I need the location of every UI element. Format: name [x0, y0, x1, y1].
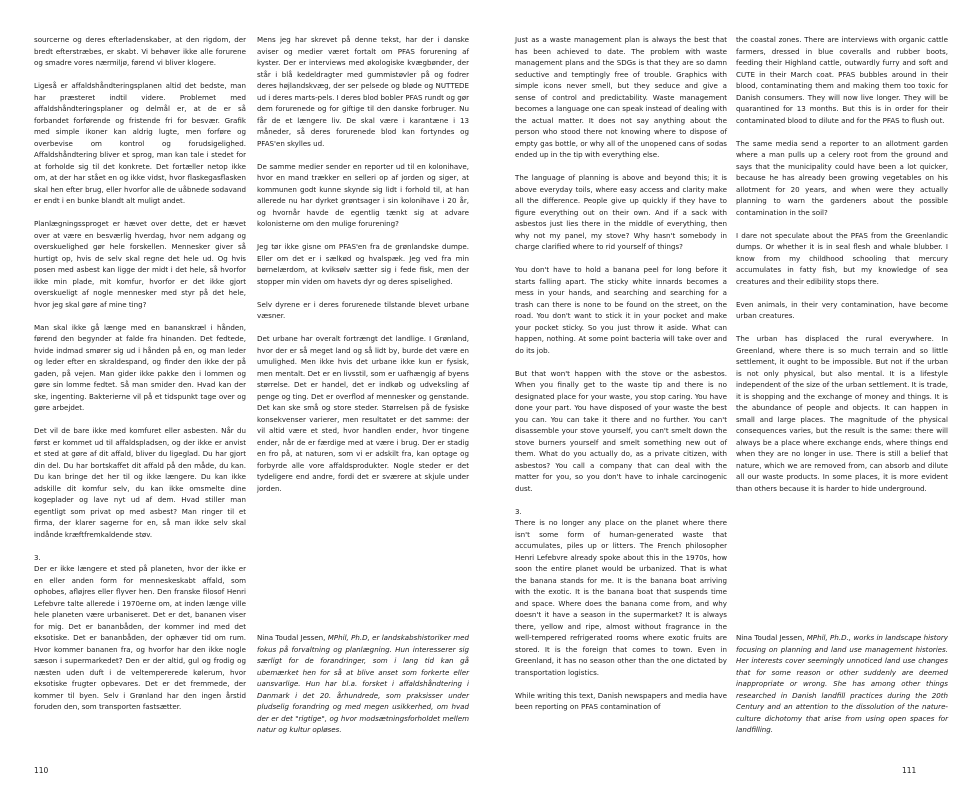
left-page-column-2 — [257, 34, 469, 506]
paragraph: Planlægningssproget er hævet over dette, det er hævet over at være en besværlig hverdag, hvor nem adgang og overskuelighed gør hele forskellen. Mennesker giver så hurtigt op, hvis de selv skal regne det hele ud. Og hvis posen med asbest kan ligge der midt i det hele, så hvorfor ikke min plade, mit komfur, hvorfor er det ikke gjort overskueligt af nogle mennesker med styr på det hele, hvor jeg skal gøre af mine ting? — [34, 219, 246, 309]
paragraph: sourcerne og deres efterladenskaber, at den rigdom, der bredt efterstræbes, er skabt. Vi behøver ikke alle forurene og smadre vores nærmiljø, førend vi bliver klogere. — [34, 35, 246, 67]
left-page-column-1 — [34, 34, 246, 724]
paragraph: Just as a waste management plan is always the best that has been achieved to date. The problem with waste management plans and the SDGs is that they are so damn seductive and temptingly free of trouble. Graphics with simple icons never smell, but they seduce and give a sense of control and predictability. Waste management becomes a language one can speak instead of dealing with the actual matter. It does not say anything about the person who stood there not knowing where to dispose of empty gas bottle, or why all of the unopened cans of sodas ended up in the tip with everything else. — [515, 35, 727, 159]
section-number: 3. — [515, 506, 522, 516]
author-bio — [257, 632, 469, 736]
paragraph: The language of planning is above and beyond this; it is above everyday toils, where easy access and clarity make all the difference. People give up quickly if they have to figure everything out on their own. And if a sack with asbestos just lies there in the middle of everything, then why not my panel, my stove? Why hasn't somebody in charge clarified where to rid yourself of things? — [515, 173, 727, 251]
paragraph: Man skal ikke gå længe med en bananskræl i hånden, førend den begynder at falde fra hinanden. Det fedtede, hvide indmad smører sig ud i hånden på en, og man leder og leder efter en skraldespand, og finder den ikke der på gaden, på vejen. Man gider ikke pakke den i lommen og gøre sin lomme fedtet. Så man smider den. Hvad kan der ske, ingenting. Bakterierne vil på et tidspunkt tage over og gøre arbejdet. — [34, 322, 246, 412]
paragraph: Selv dyrene er i deres forurenede tilstande blevet urbane væsner. — [257, 299, 469, 320]
paragraph: Det vil de bare ikke med komfuret eller asbesten. Når du først er kommet ud til affaldspladsen, og der ikke er anvist et sted at gøre af dit affald, bliver du ligeglad. Du har gjort din del. Du har bortskaffet dit affald på den måde, du kan. Du kan bringe det her til og ikke længere. Du kan ikke adskille dit komfur selv, du kan ikke omsmelte dine kogeplader og lave nyt ud af dem. Hvad stiller man egentligt som privat op med asbest? Man ringer til et firma, der klarer sagerne for en, så man ikke selv skal indånde kræftfremkaldende støv. — [34, 426, 246, 539]
author-name: Nina Toudal Jessen, — [257, 633, 326, 642]
paragraph: Der er ikke længere et sted på planeten, hvor der ikke er en eller anden form for menneskeskabt affald, som ophobes, afløjres eller flyver hen. Den franske filosof Henri Lefebvre talte allerede i 1970erne om, at inden længe ville hele planeten være urbaniseret. Det er det, bananen viser for mig. Det er bananbåden, der kommer ind med det eksotiske. Det er bananbåden, der ophæver tid om rum. Hvor kommer bananen fra, og hvorfor har den ikke nogle sæson i supermarkedet? Den er der altid, gul og frodig og næsten uden duft i de veltempererede kølerum, hvor eksotiske frugter opbevares. Det er det fremmede, der kommer til byen. Selv i Grønland har den ingen årstid foruden den, som transporten fastsætter. — [34, 564, 246, 711]
page-number-left: 110 — [34, 766, 49, 775]
paragraph: I dare not speculate about the PFAS from the Greenlandic dumps. Or whether it is in seal flesh and whale blubber. I know from my childhood schooling that mercury accumulates in fatty fish, but my knowledge of sea creatures and their edibility stops there. — [736, 230, 948, 286]
right-author-bio — [736, 632, 948, 747]
paragraph: You don't have to hold a banana peel for long before it starts falling apart. The sticky white innards becomes a mess in your hands, and searching and searching for a trash can there is none to be found on the street, on the road. You don't want to stick it in your pocket and make your pocket sticky. So you just throw it aside. What can happen, nothing. At some point bacteria will take over and do its job. — [515, 265, 727, 355]
paragraph: the coastal zones. There are interviews with organic cattle farmers, dressed in blue coveralls and rubber boots, feeding their Highland cattle, outwardly furry and soft and CUTE in their March coat. PFAS bubbles around in their blood, contaminating them and making them too toxic for Danish consumers. They will now live longer. They will be quarantined for 13 months. But this is in order for their contaminated blood to dilute and for the PFAS to flush out. — [736, 35, 948, 125]
right-page-column-1 — [515, 34, 727, 724]
paragraph: The same media send a reporter to an allotment garden where a man pulls up a celery root from the ground and says that the municipality could have been a lot quicker, because he has already been growing vegetables on his allotment for 20 years, and when were they actually planning to warn the gardeners about the possible contamination in the soil? — [736, 138, 948, 217]
section-number: 3. — [34, 552, 41, 562]
author-bio — [736, 632, 948, 736]
bio-text: MPhil, Ph.D., works in landscape history focusing on planning and land use management histories. Her interests cover seemingly unnoticed land use changes that for some reason or other suddenly are deemed inappropriate or wrong. She has among other things researched in Danish landfill practices during the 20th Century and an attention to the dissolution of the nature-culture dichotomy that arise from using open spaces for landfilling. — [736, 633, 948, 734]
page-number-right: 111 — [902, 766, 917, 775]
paragraph: There is no longer any place on the planet where there isn't some form of human-generated waste that accumulates, piles up or litters. The French philosopher Henri Lefebvre already spoke about this in the 1970s, how soon the entire planet would be urbanized. That is what the banana stands for me. It is the banana boat arriving with the exotic. It is the banana boat that suspends time and space. Where does the banana come from, and why doesn't it have a season in the supermarket? It is always there, yellow and ripe, almost without fragrance in the well-tempered refrigerated rooms where exotic fruits are stored. It is the foreign that comes to town. Even in Greenland, it has no season other than the one dictated by transportation logistics. — [515, 518, 727, 677]
paragraph: Mens jeg har skrevet på denne tekst, har der i danske aviser og medier været fortalt om PFAS forurening af kyster. Der er interviews med økologiske kvægbønder, der står i blå kedeldragter med gummistøvler på og fodrer deres højlandskvæg, der ser pelsede og bløde og NUTTEDE ud i deres marts-pels. I deres blod bobler PFAS rundt og gør dem forurenede og for giftige til den danske forbruger. Nu får de et længere liv. De skal være i karantæne i 13 måneder, så deres forurenede blod kan fortyndes og PFAS'en skylles ud. — [257, 35, 470, 148]
bio-text: MPhil, Ph.D, er landskabshistoriker med fokus på forvaltning og planlægning. Hun interesserer sig særligt for de forandringer, som i lang tid kan gå ubemærket hen for så at blive anset som forkerte eller uansvarlige. Hun har bl.a. forsket i affaldshåndtering i Danmark i det 20. århundrede, som praksisser under pludselig forandring og med megen usikkerhed, om hvad der er det "rigtige", og hvor modsætningsforholdet mellem natur og kultur opløses. — [257, 633, 469, 734]
left-author-bio — [257, 632, 469, 747]
paragraph: The urban has displaced the rural everywhere. In Greenland, where there is so much terrain and so little settlement, it ought to be impossible. But not if the urban is not only physical, but also mental. It is a lifestyle independent of the size of the urban settlement. It is trade, it is shopping and the exchange of money and things. It is the abundance of people and objects. It can happen in small and large places. The magnitude of the physical consequences varies, but the result is the same: there will always be a place where exchange ends, where things end when they are no longer in use. There is still a belief that nature, which we are removed from, can absorb and dilute all our waste products. In some places, it is more evident than others because it is harder to hide underground. — [736, 334, 948, 493]
author-name: Nina Toudal Jessen, — [736, 633, 805, 642]
paragraph: While writing this text, Danish newspapers and media have been reporting on PFAS contamination of — [515, 690, 727, 711]
right-page-column-2 — [736, 34, 948, 506]
paragraph: Ligeså er affaldshåndteringsplanen altid det bedste, man har præsteret indtil videre. Problemet med affaldshåndteringsplaner og delmål er, at de er så forbandet forførende og fristende fri for besvær. Grafik med simple ikoner kan aldrig lugte, men forføre og overbevise om kontrol og forudsigelighed. Affaldshåndtering bliver et sprog, man kan tale i stedet for at forholde sig til det konkrete. Det fortæller netop ikke om, at der har stået en og ikke vidst, hvor flaskegasflasken skal hen efter brug, eller hvorfor alle de uåbnede sodavand er endt i en bunke blandt alt muligt andet. — [34, 81, 246, 205]
paragraph: Det urbane har overalt fortrængt det landlige. I Grønland, hvor der er så meget land og så lidt by, burde det være en umulighed. Men ikke hvis det urbane ikke kun er fysisk, men mentalt. Det er en livsstil, som er uafhængig af byens størrelse. Det er handel, det er indkøb og udveksling af penge og ting. Det er overflod af mennesker og genstande. Det kan ske små og store steder. Størrelsen på de fysiske konsekvenser varierer, men resultatet er det samme: der vil altid være et sted, hvor handlen ender, hvor tingene ender, når de er færdige med at være i brug. Der er stadig en fro på, at naturen, som vi er adskilt fra, kan optage og forbyrde alle vore affaldsprodukter. Nogle steder er det tydeligere end andre, fordi det er sværere at skjule under jorden. — [257, 334, 469, 493]
paragraph: Jeg tør ikke gisne om PFAS'en fra de grønlandske dumpe. Eller om det er i sælkød og hvalspæk. Jeg ved fra min børnelærdom, at kviksølv sætter sig i fede fisk, men der stopper min viden om havets dyr og deres spiselighed. — [257, 242, 469, 286]
paragraph: De samme medier sender en reporter ud til en kolonihave, hvor en mand trækker en selleri op af jorden og siger, at kommunen godt kunne skynde sig lidt i forhold til, at han allerede nu har dyrket grøntsager i sin kolonihave i 20 år, og hvornår havde de egentlig tænkt sig at advare kolonisterne om den mulige forurening? — [257, 161, 469, 228]
paragraph: But that won't happen with the stove or the asbestos. When you finally get to the waste tip and there is no designated place for your waste, you stop caring. You have done your part. You have disposed of your waste the best you can. You can take it there and no further. You can't disassemble your stove yourself, you can't smelt down the stove burners yourself and smelt something new out of them. What do you actually do, as a private citizen, with asbestos? You call a company that can deal with the matter for you, so you don't have to inhale carcinogenic dust. — [515, 368, 727, 493]
paragraph: Even animals, in their very contamination, have become urban creatures. — [736, 299, 948, 320]
